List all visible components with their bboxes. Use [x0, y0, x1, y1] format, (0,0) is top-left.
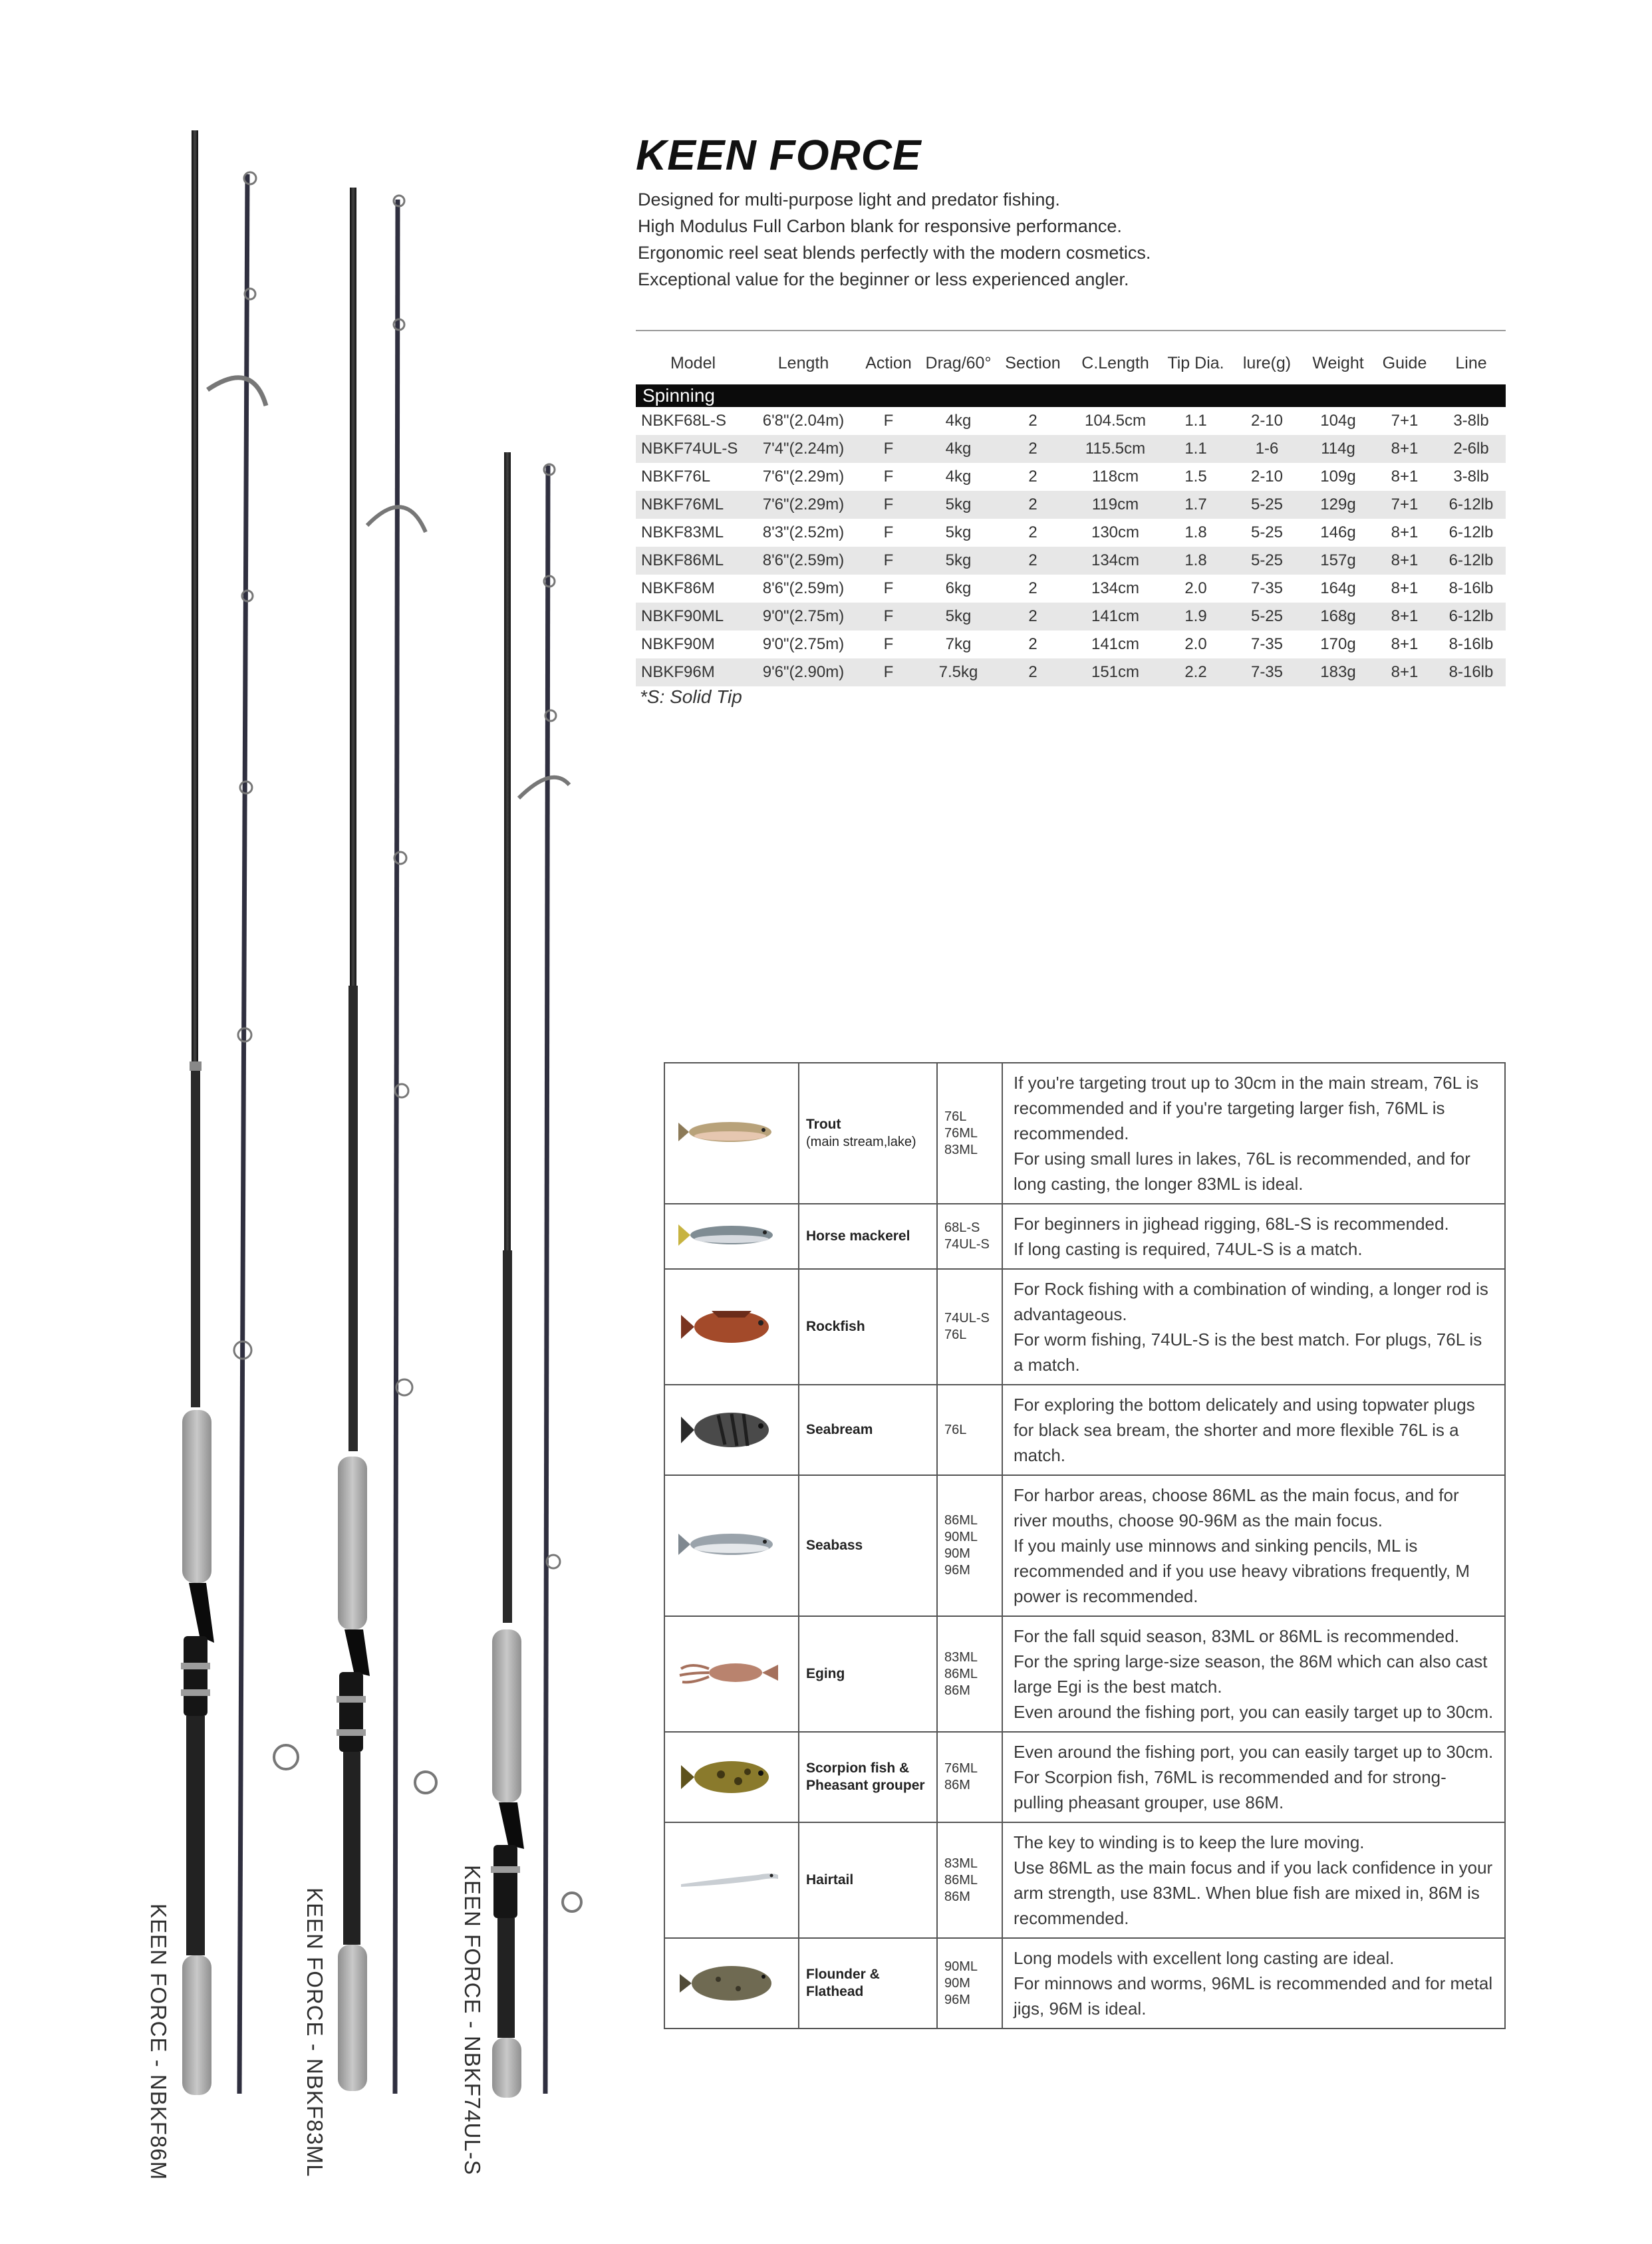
spec-cell: 141cm [1069, 603, 1161, 631]
fish-name: Hairtail [806, 1872, 854, 1888]
flounder-icon [672, 1958, 791, 2009]
spec-cell: F [857, 603, 920, 631]
recommended-models-cell [937, 1475, 1002, 1616]
fish-guide-row [664, 1475, 1505, 1616]
spec-cell: 7'6"(2.29m) [750, 491, 857, 519]
rod-nbkf83ml-tip [367, 196, 436, 2094]
spec-column-header: Weight [1312, 353, 1364, 372]
fish-guide-table [664, 1062, 1506, 2029]
spec-cell: 2 [996, 603, 1069, 631]
description-line: Ergonomic reel seat blends perfectly with the modern cosmetics. [638, 243, 1151, 263]
fish-subtitle: (main stream,lake) [806, 1135, 916, 1149]
spec-cell: F [883, 412, 894, 430]
spec-cell: 8+1 [1391, 635, 1419, 653]
spec-cell: 1.1 [1184, 412, 1207, 430]
recommended-model: 83ML [944, 1142, 978, 1157]
spec-cell: 7'6"(2.29m) [762, 468, 845, 486]
recommended-model: 76L [944, 1422, 967, 1437]
rod-caption-nbkf74uls: KEEN FORCE - NBKF74UL-S [460, 1865, 485, 2175]
horse-mackerel-icon [672, 1211, 791, 1262]
spec-cell: 6-12lb [1437, 603, 1506, 631]
fish-image-cell [664, 1063, 799, 1204]
fish-advice: For exploring the bottom delicately and using topwater plugs for black sea bream, the shorter and more flexible 76L is a match. [1002, 1385, 1505, 1475]
spec-cell: 2 [1028, 579, 1037, 597]
spec-cell: 130cm [1091, 523, 1140, 541]
recommended-model: 86M [944, 1683, 970, 1698]
description-line: Designed for multi-purpose light and predator fishing. [638, 190, 1060, 210]
spec-table-row [636, 519, 1506, 547]
spec-cell: 129g [1304, 491, 1373, 519]
spec-cell: 141cm [1091, 635, 1140, 653]
fish-image-cell [664, 1732, 799, 1822]
spec-cell: 2.0 [1184, 635, 1207, 653]
spec-cell: F [857, 547, 920, 575]
recommended-model: 90M [944, 1546, 970, 1561]
rod-nbkf86m-tip [207, 172, 298, 2094]
spec-column-header: Tip Dia. [1167, 353, 1224, 372]
spec-cell: 2 [1028, 468, 1037, 486]
rockfish-icon [672, 1302, 791, 1352]
fish-name-cell [799, 1385, 937, 1475]
rod-nbkf86m-butt [181, 130, 214, 2095]
recommended-model: 86ML [944, 1666, 978, 1681]
recommended-model: 76ML [944, 1761, 978, 1776]
spec-table-row [636, 575, 1506, 603]
spec-model-cell: NBKF68L-S [641, 412, 727, 430]
spec-model-cell: NBKF90M [641, 635, 715, 653]
rod-caption-nbkf83ml: KEEN FORCE - NBKF83ML [303, 1888, 327, 2177]
spec-column-header: lure(g) [1242, 353, 1292, 372]
spec-column-header: Action [865, 353, 912, 372]
recommended-model: 90M [944, 1975, 970, 1991]
hairtail-icon [672, 1855, 791, 1905]
spec-cell: F [883, 635, 894, 653]
spec-model-cell: NBKF96M [636, 658, 750, 686]
spec-model-cell: NBKF86M [641, 579, 715, 597]
spec-cell: 104g [1320, 412, 1356, 430]
fish-image-cell [664, 1385, 799, 1475]
spec-cell: 118cm [1091, 468, 1139, 486]
recommended-model: 74UL-S [944, 1311, 990, 1326]
fish-advice: Even around the fishing port, you can easily target up to 30cm. For Scorpion fish, 76ML is recommended and for strong-pulling pheasant grouper, use 86M. [1002, 1732, 1505, 1822]
spec-cell: 6kg [945, 579, 972, 597]
spec-cell: 5-25 [1230, 547, 1304, 575]
spec-cell: 2-6lb [1437, 435, 1506, 463]
recommended-model: 90ML [944, 1959, 978, 1974]
seabream-icon [672, 1405, 791, 1455]
spec-table-row [636, 631, 1506, 658]
spec-cell: 5kg [920, 491, 996, 519]
spec-table-row [636, 547, 1506, 575]
fish-advice: For Rock fishing with a combination of winding, a longer rod is advantageous. For worm fishing, 74UL-S is the best match. For plugs, 76L is a match. [1002, 1269, 1505, 1385]
spec-cell: 2.2 [1161, 658, 1230, 686]
spec-cell: 2.0 [1184, 579, 1207, 597]
spec-cell: 3-8lb [1453, 412, 1489, 430]
fish-guide-row [664, 1822, 1505, 1938]
spec-cell: F [883, 468, 894, 486]
spec-cell: 1.8 [1184, 523, 1207, 541]
rod-nbkf83ml-butt [337, 188, 370, 2091]
fish-guide-row [664, 1269, 1505, 1385]
fish-name-cell [799, 1063, 937, 1204]
spec-cell: 8-16lb [1448, 579, 1494, 597]
spec-footnote: *S: Solid Tip [640, 686, 742, 707]
recommended-model: 86ML [944, 1513, 978, 1528]
fish-guide-row [664, 1204, 1505, 1269]
fish-name-cell [799, 1475, 937, 1616]
spec-cell: F [883, 579, 894, 597]
spec-cell: 5-25 [1230, 603, 1304, 631]
trout-icon [672, 1108, 791, 1159]
rod-nbkf74uls-tip [519, 464, 581, 2094]
fish-name: Scorpion fish & Pheasant grouper [806, 1760, 925, 1793]
recommended-model: 86M [944, 1889, 970, 1904]
fish-image-cell [664, 1269, 799, 1385]
spec-cell: 2-10 [1250, 412, 1284, 430]
spec-cell: 1-6 [1230, 435, 1304, 463]
spec-cell: 8+1 [1373, 658, 1437, 686]
spec-cell: 2 [996, 658, 1069, 686]
description-line: High Modulus Full Carbon blank for responsive performance. [638, 216, 1122, 236]
spec-cell: 170g [1320, 635, 1356, 653]
spec-cell: 5kg [920, 547, 996, 575]
spec-model-cell: NBKF86ML [636, 547, 750, 575]
spec-cell: 5kg [920, 603, 996, 631]
spec-cell: F [857, 491, 920, 519]
spec-cell: 9'6"(2.90m) [750, 658, 857, 686]
product-title: KEEN FORCE [636, 131, 922, 179]
fish-name-cell [799, 1269, 937, 1385]
spec-cell: 8+1 [1373, 435, 1437, 463]
spec-table-row [636, 407, 1506, 435]
spec-cell: 4kg [945, 468, 972, 486]
recommended-models-cell [937, 1385, 1002, 1475]
spec-cell: 2 [1028, 635, 1037, 653]
spec-cell: 6-12lb [1437, 547, 1506, 575]
fish-name: Horse mackerel [806, 1228, 910, 1244]
spec-cell: 5-25 [1250, 523, 1284, 541]
fish-image-cell [664, 1822, 799, 1938]
recommended-model: 74UL-S [944, 1237, 990, 1252]
spec-cell: 7kg [945, 635, 972, 653]
spec-model-cell: NBKF76ML [636, 491, 750, 519]
spec-column-header: Guide [1382, 353, 1427, 372]
spec-cell: 8+1 [1391, 468, 1419, 486]
recommended-model: 96M [944, 1563, 970, 1578]
spec-cell: 8'3"(2.52m) [762, 523, 845, 541]
spec-cell: 115.5cm [1069, 435, 1161, 463]
fish-name-cell [799, 1616, 937, 1732]
fish-name: Trout [806, 1117, 841, 1132]
fish-name: Flounder & Flathead [806, 1967, 880, 1999]
spec-cell: 119cm [1069, 491, 1161, 519]
spec-table [636, 330, 1506, 686]
spec-cell: 3-8lb [1453, 468, 1489, 486]
spec-cell: 109g [1320, 468, 1356, 486]
spec-table-body [636, 384, 1506, 686]
recommended-model: 83ML [944, 1649, 978, 1665]
fish-name: Seabass [806, 1538, 863, 1553]
spec-cell: 5-25 [1230, 491, 1304, 519]
recommended-models-cell [937, 1732, 1002, 1822]
spec-cell: 104.5cm [1084, 412, 1147, 430]
spec-cell: 168g [1304, 603, 1373, 631]
spec-cell: 2 [996, 491, 1069, 519]
spec-cell: 164g [1320, 579, 1356, 597]
spec-column-header: C.Length [1081, 353, 1149, 372]
spec-cell: 6-12lb [1448, 523, 1494, 541]
spec-cell: 2 [996, 547, 1069, 575]
spec-table-row [636, 603, 1506, 631]
recommended-models-cell [937, 1063, 1002, 1204]
spec-cell: 4kg [945, 412, 972, 430]
recommended-model: 76L [944, 1328, 967, 1342]
fish-advice: For harbor areas, choose 86ML as the main focus, and for river mouths, choose 90-96M as the main focus. If you mainly use minnows and sinking pencils, ML is recommended and if you use heavy vibrations frequently, M power is recommended. [1002, 1475, 1505, 1616]
fish-image-cell [664, 1938, 799, 2029]
scorpion-fish-icon [672, 1752, 791, 1802]
spec-cell: F [857, 658, 920, 686]
spec-column-header: Length [777, 353, 829, 372]
spec-cell: 1.5 [1184, 468, 1207, 486]
fish-name: Seabream [806, 1422, 873, 1437]
spec-cell: 5kg [945, 523, 972, 541]
spec-cell: 6-12lb [1437, 491, 1506, 519]
fish-guide-row [664, 1732, 1505, 1822]
spec-column-header: Section [1005, 353, 1061, 372]
fish-guide-row [664, 1938, 1505, 2029]
recommended-models-cell [937, 1616, 1002, 1732]
recommended-model: 90ML [944, 1530, 978, 1544]
recommended-model: 68L-S [944, 1220, 980, 1235]
spec-cell: 134cm [1091, 579, 1140, 597]
recommended-model: 76L [944, 1109, 967, 1124]
fish-image-cell [664, 1475, 799, 1616]
spec-cell: 8-16lb [1448, 635, 1494, 653]
spec-cell: 2 [1028, 523, 1037, 541]
spec-cell: 6'8"(2.04m) [762, 412, 845, 430]
spec-cell: 157g [1304, 547, 1373, 575]
recommended-model: 83ML [944, 1856, 978, 1871]
spec-cell: 183g [1304, 658, 1373, 686]
seabass-icon [672, 1520, 791, 1571]
recommended-models-cell [937, 1822, 1002, 1938]
spec-cell: 1.1 [1161, 435, 1230, 463]
spec-model-cell: NBKF90ML [636, 603, 750, 631]
spec-cell: 1.9 [1161, 603, 1230, 631]
spec-column-header: Line [1455, 353, 1487, 372]
spec-cell: 7-35 [1250, 635, 1284, 653]
spec-cell: 134cm [1069, 547, 1161, 575]
spec-cell: 8+1 [1391, 523, 1419, 541]
spec-cell: 7+1 [1373, 491, 1437, 519]
spec-cell: F [857, 435, 920, 463]
spec-cell: 8+1 [1391, 579, 1419, 597]
recommended-model: 76ML [944, 1125, 978, 1141]
spec-group-row [636, 384, 1506, 407]
fish-advice: If you're targeting trout up to 30cm in the main stream, 76L is recommended and if you're targeting larger fish, 76ML is recommended. For using small lures in lakes, 76L is recommended, and for long casting, the longer 83ML is ideal. [1002, 1063, 1505, 1204]
fish-guide-row [664, 1063, 1505, 1204]
spec-model-cell: NBKF74UL-S [636, 435, 750, 463]
recommended-models-cell [937, 1938, 1002, 2029]
spec-table-row [636, 658, 1506, 686]
recommended-models-cell [937, 1204, 1002, 1269]
spec-cell: 1.7 [1161, 491, 1230, 519]
rod-nbkf74uls-butt [491, 452, 524, 2098]
spec-cell: 146g [1320, 523, 1356, 541]
product-description [638, 186, 1569, 293]
fish-guide-row [664, 1385, 1505, 1475]
spec-cell: 7-35 [1250, 579, 1284, 597]
rod-caption-nbkf86m: KEEN FORCE - NBKF86M [146, 1903, 171, 2181]
spec-cell: F [883, 523, 894, 541]
spec-cell: 2 [1028, 412, 1037, 430]
spec-cell: 8'6"(2.59m) [750, 547, 857, 575]
fish-image-cell [664, 1204, 799, 1269]
spec-cell: 8'6"(2.59m) [762, 579, 845, 597]
spec-cell: 151cm [1069, 658, 1161, 686]
fish-advice: The key to winding is to keep the lure moving. Use 86ML as the main focus and if you lack confidence in your arm strength, use 83ML. When blue fish are mixed in, 86M is recommended. [1002, 1822, 1505, 1938]
spec-cell: 9'0"(2.75m) [750, 603, 857, 631]
spec-cell: 4kg [920, 435, 996, 463]
fish-advice: For the fall squid season, 83ML or 86ML is recommended. For the spring large-size season, the 86M which can also cast large Egi is the best match. Even around the fishing port, you can easily target up to 30cm. [1002, 1616, 1505, 1732]
description-line: Exceptional value for the beginner or less experienced angler. [638, 269, 1129, 289]
spec-cell: 7'4"(2.24m) [750, 435, 857, 463]
spec-table-row [636, 491, 1506, 519]
fish-name: Eging [806, 1666, 845, 1681]
spec-cell: 2 [996, 435, 1069, 463]
fish-name-cell [799, 1822, 937, 1938]
spec-cell: 7.5kg [920, 658, 996, 686]
spec-table-row [636, 435, 1506, 463]
fish-name-cell [799, 1204, 937, 1269]
spec-column-header: Model [670, 353, 716, 372]
fish-guide-row [664, 1616, 1505, 1732]
spec-cell: 8+1 [1373, 603, 1437, 631]
squid-icon [672, 1649, 791, 1699]
spec-cell: 1.8 [1161, 547, 1230, 575]
spec-model-cell: NBKF76L [641, 468, 711, 486]
fish-name: Rockfish [806, 1319, 865, 1334]
fish-advice: Long models with excellent long casting are ideal. For minnows and worms, 96ML is recommended and for metal jigs, 96M is ideal. [1002, 1938, 1505, 2029]
spec-model-cell: NBKF83ML [641, 523, 724, 541]
recommended-models-cell [937, 1269, 1002, 1385]
spec-cell: 114g [1304, 435, 1373, 463]
spec-table-row [636, 463, 1506, 491]
spec-group-label: Spinning [636, 384, 1506, 407]
fish-image-cell [664, 1616, 799, 1732]
recommended-model: 86M [944, 1778, 970, 1792]
spec-cell: 8-16lb [1437, 658, 1506, 686]
spec-cell: 8+1 [1373, 547, 1437, 575]
spec-column-header: Drag/60° [925, 353, 992, 372]
spec-cell: 7-35 [1230, 658, 1304, 686]
fish-name-cell [799, 1938, 937, 2029]
spec-header-row [636, 331, 1506, 384]
spec-cell: 7+1 [1391, 412, 1419, 430]
fish-advice: For beginners in jighead rigging, 68L-S is recommended. If long casting is required, 74UL-S is a match. [1002, 1204, 1505, 1269]
recommended-model: 86ML [944, 1872, 978, 1888]
recommended-model: 96M [944, 1992, 970, 2007]
spec-cell: 2-10 [1250, 468, 1284, 486]
spec-cell: 9'0"(2.75m) [762, 635, 845, 653]
fish-name-cell [799, 1732, 937, 1822]
